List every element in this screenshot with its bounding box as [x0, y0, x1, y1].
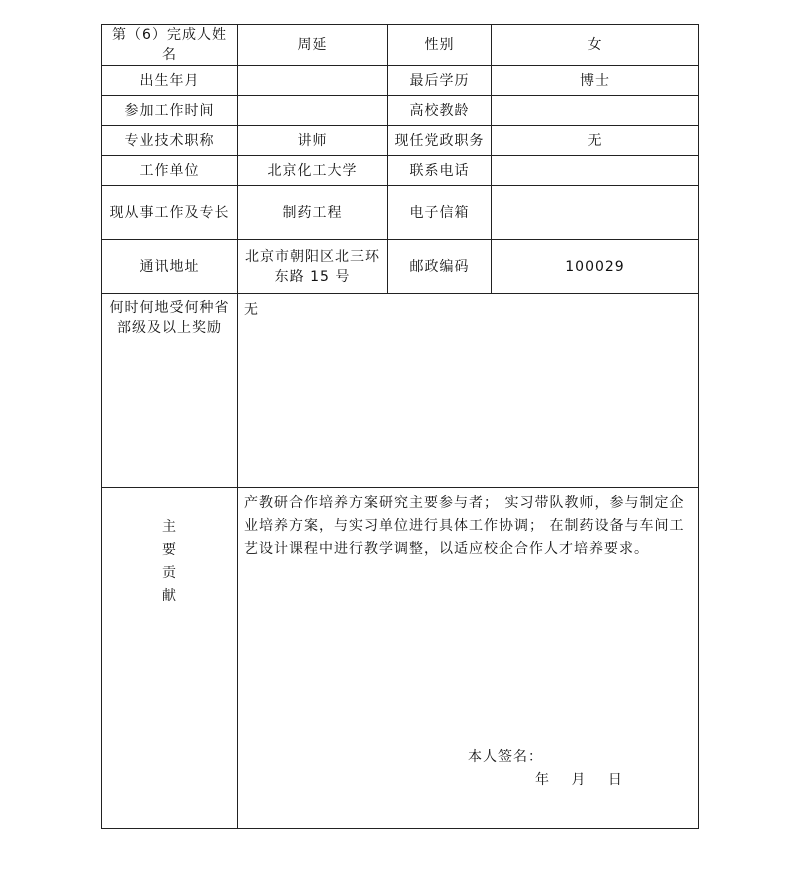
education-label: 最后学历: [388, 66, 492, 96]
teaching-years-value: [492, 96, 699, 126]
phone-value: [492, 156, 699, 186]
email-label: 电子信箱: [388, 186, 492, 240]
date-month: 月: [571, 772, 587, 788]
birth-label: 出生年月: [102, 66, 238, 96]
field-value: 制药工程: [238, 186, 388, 240]
contribution-label-char: 主: [162, 519, 177, 535]
title-value: 讲师: [238, 126, 388, 156]
field-label: 现从事工作及专长: [102, 186, 238, 240]
address-label: 通讯地址: [102, 240, 238, 294]
contribution-label-char: 贡: [162, 565, 177, 581]
contribution-cell: [238, 488, 699, 829]
name-value: 周延: [238, 25, 388, 66]
contribution-label-char: 要: [162, 542, 177, 558]
postcode-label: 邮政编码: [388, 240, 492, 294]
teaching-years-label: 高校教龄: [388, 96, 492, 126]
admin-post-label: 现任党政职务: [388, 126, 492, 156]
phone-label: 联系电话: [388, 156, 492, 186]
unit-value: 北京化工大学: [238, 156, 388, 186]
contribution-text: 产教研合作培养方案研究主要参与者； 实习带队教师，参与制定企业培养方案，与实习单位进行具体工作协调； 在制药设备与车间工艺设计课程中进行教学调整，以适应校企合作人才培养要求。: [244, 495, 685, 557]
awards-label: 何时何地受何种省部级及以上奖励: [102, 294, 238, 488]
birth-value: [238, 66, 388, 96]
address-value: 北京市朝阳区北三环东路 15 号: [238, 240, 388, 294]
personal-info-form: [101, 24, 699, 829]
awards-value: 无: [238, 294, 699, 488]
admin-post-value: 无: [492, 126, 699, 156]
contribution-label: [102, 488, 238, 829]
unit-label: 工作单位: [102, 156, 238, 186]
date-year: 年: [535, 772, 550, 788]
postcode-value: 100029: [492, 240, 699, 294]
contribution-label-char: 献: [162, 588, 177, 604]
work-start-label: 参加工作时间: [102, 96, 238, 126]
title-label: 专业技术职称: [102, 126, 238, 156]
work-start-value: [238, 96, 388, 126]
signature-label: 本人签名：: [468, 749, 543, 765]
gender-label: 性别: [388, 25, 492, 66]
email-value: [492, 186, 699, 240]
signature-date: [535, 770, 639, 790]
date-day: 日: [607, 772, 623, 788]
gender-value: 女: [492, 25, 699, 66]
education-value: 博士: [492, 66, 699, 96]
name-label: 第（6）完成人姓名: [102, 25, 238, 66]
